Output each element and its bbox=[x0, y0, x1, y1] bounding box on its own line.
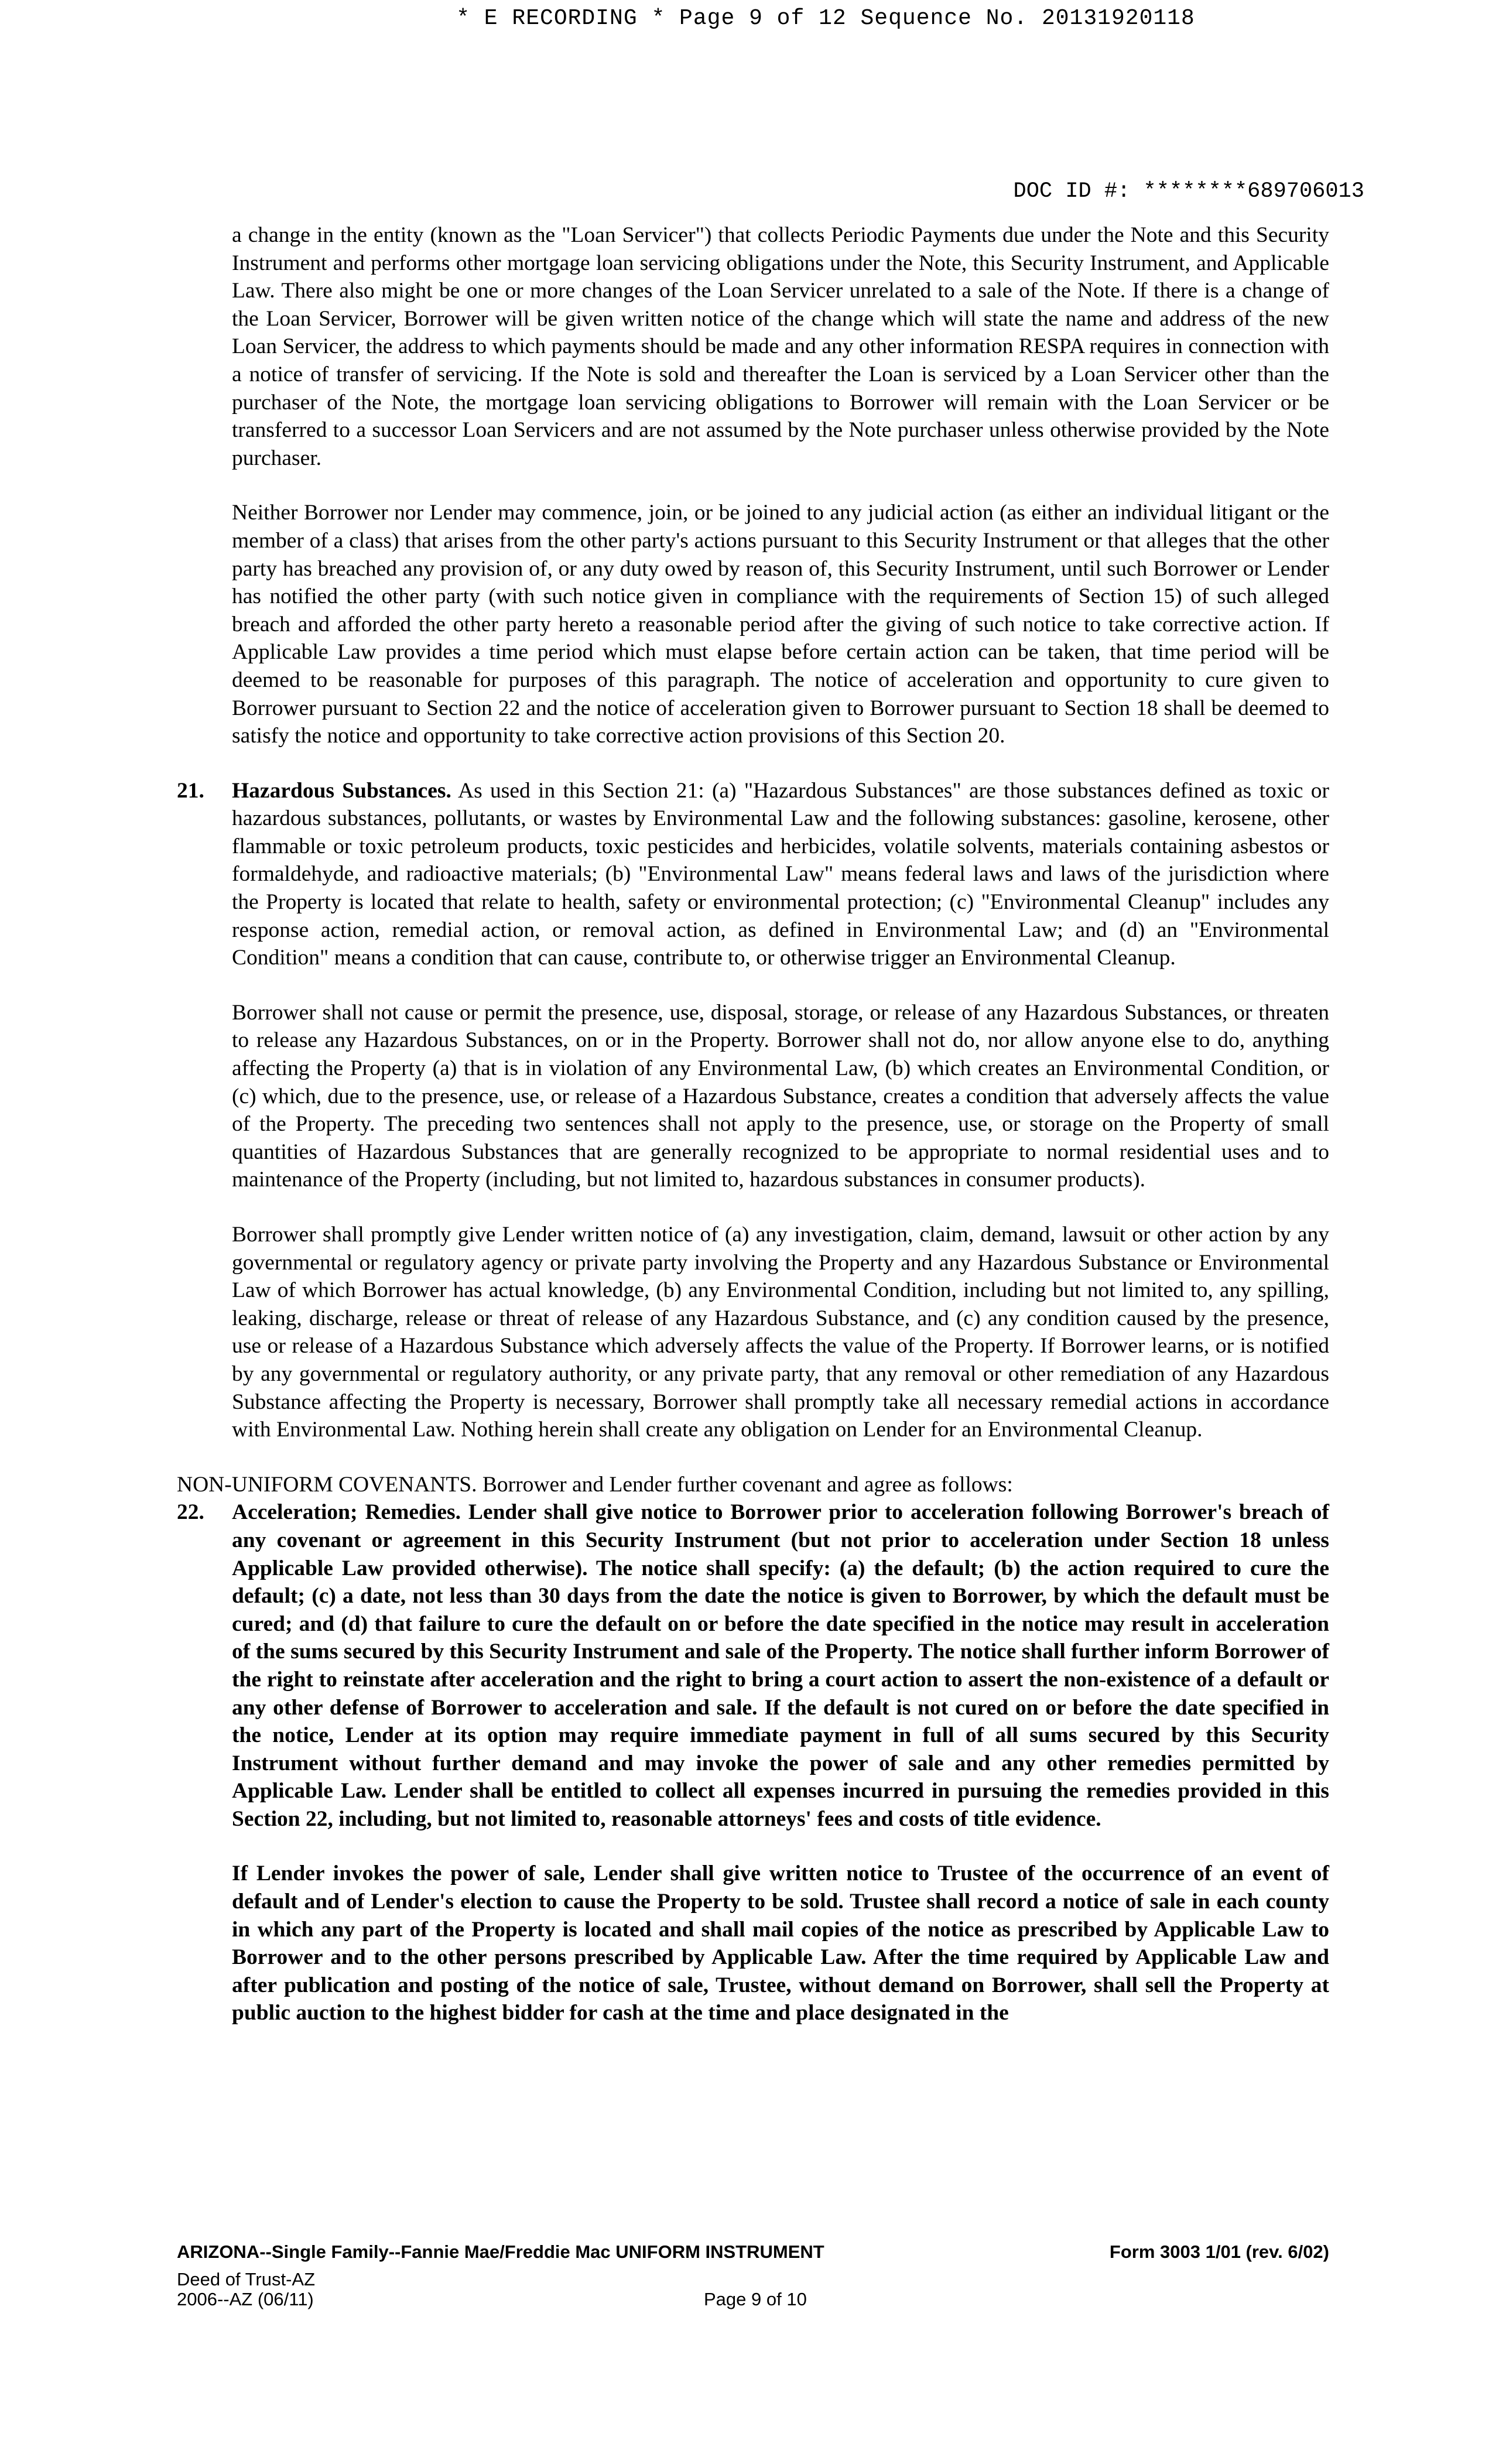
section-21 bbox=[177, 777, 1329, 972]
section-22-number: 22. bbox=[177, 1500, 204, 1525]
footer-instrument: ARIZONA--Single Family--Fannie Mae/Freddie Mac UNIFORM INSTRUMENT bbox=[177, 2241, 824, 2262]
paragraph-power-of-sale: If Lender invokes the power of sale, Lender shall give written notice to Trustee of the occurrence of an event of default and of Lender's election to cause the Property to be sold. Trustee shall record a notice of sale in each county in which any part of the Property is located and shall mail copies of the notice as prescribed by Applicable Law to Borrower and to the other persons prescribed by Applicable Law. After the time required by Applicable Law and after publication and posting of the notice of sale, Trustee, without demand on Borrower, shall sell the Property at public auction to the highest bidder for cash at the time and place designated in the bbox=[232, 1861, 1329, 2025]
doc-id: DOC ID #: ********689706013 bbox=[1013, 179, 1364, 204]
paragraph-loan-servicer: a change in the entity (known as the "Loan Servicer") that collects Periodic Payments due under the Note and this Security Instrument and performs other mortgage loan servicing obligations under the Note, this Security Instrument, and Applicable Law. There also might be one or more changes of the Loan Servicer unrelated to a sale of the Note. If there is a change of the Loan Servicer, Borrower will be given written notice of the change which will state the name and address of the new Loan Servicer, the address to which payments should be made and any other information RESPA requires in connection with a notice of transfer of servicing. If the Note is sold and thereafter the Loan is serviced by a Loan Servicer other than the purchaser of the Note, the mortgage loan servicing obligations to Borrower will remain with the Loan Servicer or be transferred to a successor Loan Servicers and are not assumed by the Note purchaser unless otherwise provided by the Note purchaser. bbox=[232, 223, 1329, 470]
section-22-text: Acceleration; Remedies. Lender shall give notice to Borrower prior to acceleration following Borrower's breach of any covenant or agreement in this Security Instrument (but not prior to acceleration under Section 18 unless Applicable Law provided otherwise). The notice shall specify: (a) the default; (b) the action required to cure the default; (c) a date, not less than 30 days from the date the notice is given to Borrower, by which the default must be cured; and (d) that failure to cure the default on or before the date specified in the notice may result in acceleration of the sums secured by this Security Instrument and sale of the Property. The notice shall further inform Borrower of the right to reinstate after acceleration and the right to bring a court action to assert the non-existence of a default or any other defense of Borrower to acceleration and sale. If the default is not cured on or before the date specified in the notice, Lender at its option may require immediate payment in full of all sums secured by this Security Instrument without further demand and may invoke the power of sale and any other remedies permitted by Applicable Law. Lender shall be entitled to collect all expenses incurred in pursuing the remedies provided in this Section 22, including, but not limited to, reasonable attorneys' fees and costs of title evidence. bbox=[232, 1500, 1329, 1831]
footer-page-number: Page 9 of 10 bbox=[704, 2289, 807, 2309]
document-body bbox=[177, 221, 1329, 2027]
footer-form-number: Form 3003 1/01 (rev. 6/02) bbox=[1109, 2241, 1329, 2262]
recording-header bbox=[0, 6, 1499, 31]
paragraph-hazardous-notice: Borrower shall promptly give Lender written notice of (a) any investigation, claim, demand, lawsuit or other action by any governmental or regulatory agency or private party involving the Property and any Hazardous Substance or Environmental Law of which Borrower has actual knowledge, (b) any Environmental Condition, including but not limited to, any spilling, leaking, discharge, release or threat of release of any Hazardous Substance, and (c) any condition caused by the presence, use or release of a Hazardous Substance which adversely affects the value of the Property. If Borrower learns, or is notified by any governmental or regulatory authority, or any private party, that any removal or other remediation of any Hazardous Substance affecting the Property is necessary, Borrower shall promptly take all necessary remedial actions in accordance with Environmental Law. Nothing herein shall create any obligation on Lender for an Environmental Cleanup. bbox=[232, 1223, 1329, 1442]
paragraph-notice-of-grievance: Neither Borrower nor Lender may commence, join, or be joined to any judicial action (as either an individual litigant or the member of a class) that arises from the other party's actions pursuant to this Security Instrument or that alleges that the other party has breached any provision of, or any duty owed by reason of, this Security Instrument, until such Borrower or Lender has notified the other party (with such notice given in compliance with the requirements of Section 15) of such alleged breach and afforded the other party hereto a reasonable period after the giving of such notice to take corrective action. If Applicable Law provides a time period which must elapse before certain action can be taken, that time period will be deemed to be reasonable for purposes of this paragraph. The notice of acceleration and opportunity to cure given to Borrower pursuant to Section 22 and the notice of acceleration given to Borrower pursuant to Section 18 shall be deemed to satisfy the notice and opportunity to take corrective action provisions of this Section 20. bbox=[232, 501, 1329, 748]
section-22 bbox=[177, 1498, 1329, 1833]
section-21-text: As used in this Section 21: (a) "Hazardous Substances" are those substances defined as toxic or hazardous substances, pollutants, or wastes by Environmental Law and the following substances: gasoline, kerosene, other flammable or toxic petroleum products, toxic pesticides and herbicides, volatile solvents, materials containing asbestos or formaldehyde, and radioactive materials; (b) "Environmental Law" means federal laws and laws of the jurisdiction where the Property is located that relate to health, safety or environmental protection; (c) "Environmental Cleanup" includes any response action, remedial action, or removal action, as defined in Environmental Law; and (d) an "Environmental Condition" means a condition that can cause, contribute to, or otherwise trigger an Environmental Cleanup. bbox=[232, 778, 1329, 970]
footer-line-1 bbox=[177, 2241, 1329, 2265]
recording-header-text: * E RECORDING * Page 9 of 12 Sequence No. 20131920118 bbox=[456, 6, 1195, 31]
section-21-title: Hazardous Substances. bbox=[232, 778, 451, 803]
non-uniform-covenants: NON-UNIFORM COVENANTS. Borrower and Lender further covenant and agree as follows: bbox=[177, 1472, 1013, 1497]
footer-line-2 bbox=[177, 2270, 1329, 2309]
footer-doc-type: Deed of Trust-AZ bbox=[177, 2269, 316, 2290]
section-21-number: 21. bbox=[177, 778, 204, 803]
footer-version: 2006--AZ (06/11) bbox=[177, 2289, 314, 2309]
paragraph-hazardous-use: Borrower shall not cause or permit the presence, use, disposal, storage, or release of any Hazardous Substances, or threaten to release any Hazardous Substances, on or in the Property. Borrower shall not do, nor allow anyone else to do, anything affecting the Property (a) that is in violation of any Environmental Law, (b) which creates an Environmental Condition, or (c) which, due to the presence, use, or release of a Hazardous Substance, creates a condition that adversely affects the value of the Property. The preceding two sentences shall not apply to the presence, use, or storage on the Property of small quantities of Hazardous Substances that are generally recognized to be appropriate to normal residential uses and to maintenance of the Property (including, but not limited to, hazardous substances in consumer products). bbox=[232, 1000, 1329, 1192]
